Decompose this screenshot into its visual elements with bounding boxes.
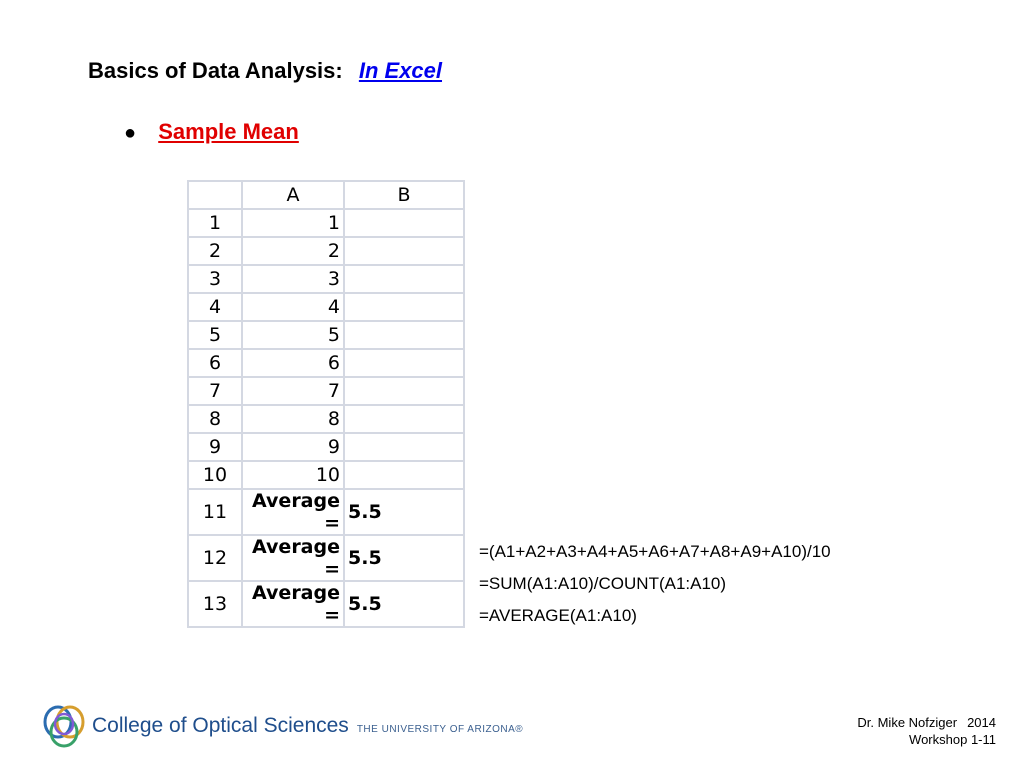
column-header-row xyxy=(188,181,464,209)
cell-a[interactable]: 6 xyxy=(242,349,344,377)
cell-b[interactable] xyxy=(344,405,464,433)
sample-mean-heading: Sample Mean xyxy=(158,119,299,144)
row-header-cell[interactable]: 13 xyxy=(188,581,242,627)
formula-row-12: =SUM(A1:A10)/COUNT(A1:A10) xyxy=(479,574,727,593)
footer-year: 2014 xyxy=(967,715,996,730)
cell-b[interactable] xyxy=(344,293,464,321)
cell-b[interactable] xyxy=(344,209,464,237)
cell-a[interactable]: 2 xyxy=(242,237,344,265)
cell-b[interactable] xyxy=(344,349,464,377)
table-row xyxy=(188,377,464,405)
row-header-cell[interactable]: 7 xyxy=(188,377,242,405)
in-excel-link[interactable]: In Excel xyxy=(358,58,443,83)
cell-b[interactable] xyxy=(344,265,464,293)
bullet-icon: ● xyxy=(124,122,137,144)
cell-a[interactable]: 5 xyxy=(242,321,344,349)
slide-title-text: Basics of Data Analysis: xyxy=(88,58,343,83)
cell-a[interactable]: Average = xyxy=(242,581,344,627)
table-row xyxy=(188,535,464,581)
bullet-item xyxy=(124,119,299,145)
table-row xyxy=(188,237,464,265)
table-row xyxy=(188,489,464,535)
cell-a[interactable]: Average = xyxy=(242,489,344,535)
table-row xyxy=(188,433,464,461)
row-header-cell[interactable]: 12 xyxy=(188,535,242,581)
college-logo xyxy=(40,700,523,752)
row-header-cell[interactable]: 8 xyxy=(188,405,242,433)
formula-row-13: =AVERAGE(A1:A10) xyxy=(479,606,637,625)
optical-sciences-logo-icon xyxy=(40,700,88,752)
row-header-cell[interactable]: 4 xyxy=(188,293,242,321)
table-row xyxy=(188,265,464,293)
formula-row-11: =(A1+A2+A3+A4+A5+A6+A7+A8+A9+A10)/10 xyxy=(479,542,831,561)
cell-b[interactable] xyxy=(344,433,464,461)
slide-title xyxy=(88,58,442,84)
cell-b[interactable] xyxy=(344,321,464,349)
cell-a[interactable]: 1 xyxy=(242,209,344,237)
table-row xyxy=(188,581,464,627)
row-header-cell[interactable]: 11 xyxy=(188,489,242,535)
cell-a[interactable]: 7 xyxy=(242,377,344,405)
cell-a[interactable]: 3 xyxy=(242,265,344,293)
table-row xyxy=(188,349,464,377)
footer-author: Dr. Mike Nofziger xyxy=(857,715,958,730)
cell-b[interactable] xyxy=(344,237,464,265)
cell-b[interactable]: 5.5 xyxy=(344,535,464,581)
row-header-cell[interactable]: 6 xyxy=(188,349,242,377)
cell-a[interactable]: 10 xyxy=(242,461,344,489)
cell-a[interactable]: 9 xyxy=(242,433,344,461)
university-name: THE UNIVERSITY OF ARIZONA® xyxy=(356,723,524,735)
column-header-b[interactable]: B xyxy=(344,181,464,209)
cell-a[interactable]: Average = xyxy=(242,535,344,581)
footer-author-line xyxy=(857,714,996,731)
row-header-cell[interactable]: 2 xyxy=(188,237,242,265)
college-name: College of Optical Sciences xyxy=(92,714,349,737)
row-header-cell[interactable]: 9 xyxy=(188,433,242,461)
table-row xyxy=(188,293,464,321)
cell-b[interactable]: 5.5 xyxy=(344,489,464,535)
slide-footer xyxy=(857,714,996,748)
cell-a[interactable]: 4 xyxy=(242,293,344,321)
row-header-cell[interactable]: 5 xyxy=(188,321,242,349)
table-row xyxy=(188,405,464,433)
footer-slide-number: Workshop 1-11 xyxy=(909,732,996,747)
cell-a[interactable]: 8 xyxy=(242,405,344,433)
row-header-cell[interactable]: 3 xyxy=(188,265,242,293)
row-header-cell[interactable]: 1 xyxy=(188,209,242,237)
table-row xyxy=(188,321,464,349)
cell-b[interactable] xyxy=(344,461,464,489)
spreadsheet-table xyxy=(187,180,465,628)
table-row xyxy=(188,209,464,237)
table-row xyxy=(188,461,464,489)
cell-b[interactable]: 5.5 xyxy=(344,581,464,627)
corner-cell xyxy=(188,181,242,209)
formula-list xyxy=(479,536,831,632)
column-header-a[interactable]: A xyxy=(242,181,344,209)
cell-b[interactable] xyxy=(344,377,464,405)
row-header-cell[interactable]: 10 xyxy=(188,461,242,489)
